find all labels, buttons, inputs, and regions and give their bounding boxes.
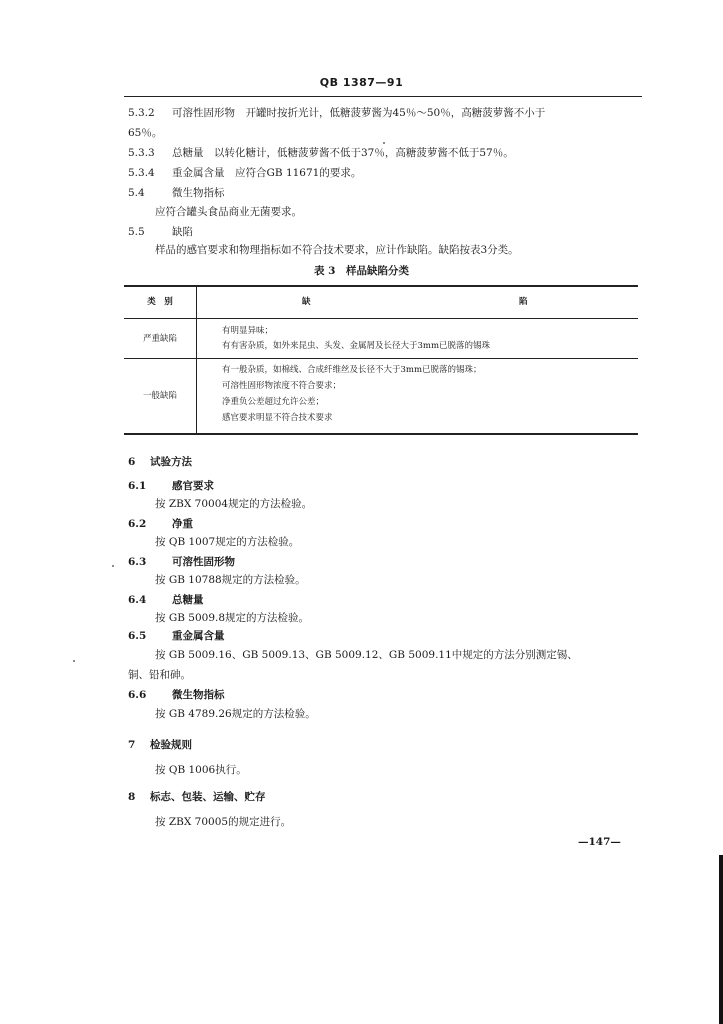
- clause-5-3-3: [128, 146, 514, 160]
- clause-text: 总糖量 以转化糖计，低糖菠萝酱不低于37％，高糖菠萝酱不低于57％。: [172, 147, 514, 159]
- clause-5-3-2-continuation: 65％。: [128, 127, 163, 139]
- table-header-defect-left: 缺: [302, 297, 311, 307]
- table-bottom-rule: [124, 433, 638, 435]
- clause-number: 5.4: [128, 187, 145, 199]
- section-8-heading: [128, 790, 266, 804]
- clause-number: 5.3.4: [128, 167, 155, 179]
- clause-5-3-4: [128, 166, 361, 180]
- section-number: 6: [128, 456, 136, 468]
- clause-title: 缺陷: [172, 226, 193, 238]
- section-title: 试验方法: [150, 456, 192, 468]
- table-header-defect-right: 陷: [519, 297, 528, 307]
- clause-number: 6.5: [128, 630, 147, 642]
- table-row-item: 可溶性固形物浓度不符合要求；: [222, 381, 342, 391]
- page-number: —147—: [578, 836, 621, 848]
- scan-speck: [112, 565, 114, 567]
- subsection-body: 按 QB 1007规定的方法检验。: [155, 536, 300, 548]
- clause-5-4-body: 应符合罐头食品商业无菌要求。: [155, 206, 302, 218]
- subsection-body-continuation: 铜、铅和砷。: [128, 669, 191, 681]
- clause-title: 可溶性固形物: [172, 556, 235, 568]
- section-title: 标志、包装、运输、贮存: [150, 791, 266, 803]
- subsection-body: 按 ZBX 70004规定的方法检验。: [155, 498, 313, 510]
- clause-number: 5.3.2: [128, 107, 155, 119]
- section-title: 检验规则: [150, 739, 192, 751]
- table-row-item: 有一般杂质，如棉线、合成纤维丝及长径不大于3mm已脱落的锡珠；: [222, 365, 482, 375]
- scan-speck: [73, 660, 75, 662]
- clause-title: 微生物指标: [172, 187, 225, 199]
- section-number: 8: [128, 791, 136, 803]
- clause-5-4-heading: [128, 186, 225, 200]
- clause-number: 6.1: [128, 480, 147, 492]
- subsection-body: 按 GB 5009.8规定的方法检验。: [155, 612, 310, 624]
- clause-number: 5.5: [128, 226, 145, 238]
- clause-title: 净重: [172, 518, 193, 530]
- section-7-heading: [128, 738, 192, 752]
- section-6-heading: [128, 455, 192, 469]
- table-row-rule: [124, 358, 638, 359]
- subsection-heading: [128, 688, 225, 702]
- clause-number: 6.3: [128, 556, 147, 568]
- clause-text: 重金属含量 应符合GB 11671的要求。: [172, 167, 362, 179]
- subsection-body: 按 GB 4789.26规定的方法检验。: [155, 708, 316, 720]
- clause-title: 总糖量: [172, 594, 204, 606]
- subsection-body: 按 GB 10788规定的方法检验。: [155, 574, 306, 586]
- clause-number: 6.2: [128, 518, 147, 530]
- table-row-item: 有明显异味；: [222, 326, 274, 336]
- clause-number: 6.6: [128, 689, 147, 701]
- table-column-divider: [196, 286, 197, 434]
- clause-number: 6.4: [128, 594, 147, 606]
- section-8-body: 按 ZBX 70005的规定进行。: [155, 816, 292, 828]
- table-row-item: 净重负公差超过允许公差；: [222, 397, 325, 407]
- clause-title: 感官要求: [172, 480, 214, 492]
- clause-title: 微生物指标: [172, 689, 225, 701]
- clause-5-3-2: [128, 106, 545, 120]
- table-row-item: 有有害杂质，如外来昆虫、头发、金属屑及长径大于3mm已脱落的锡珠: [222, 341, 491, 351]
- subsection-heading: [128, 479, 214, 493]
- section-number: 7: [128, 739, 136, 751]
- table-top-rule: [124, 285, 638, 287]
- clause-text: 可溶性固形物 开罐时按折光计，低糖菠萝酱为45％～50％，高糖菠萝酱不小于: [172, 107, 546, 119]
- clause-5-5-heading: [128, 225, 193, 239]
- document-code-header: QB 1387—91: [319, 76, 404, 89]
- table-header-category: 类 别: [147, 297, 173, 307]
- subsection-body: 按 GB 5009.16、GB 5009.13、GB 5009.12、GB 5009.11中规定的方法分别测定锡、: [155, 649, 578, 661]
- header-rule: [124, 96, 642, 97]
- subsection-heading: [128, 555, 235, 569]
- section-7-body: 按 QB 1006执行。: [155, 764, 247, 776]
- table-row-category: 严重缺陷: [142, 334, 177, 344]
- scan-edge-shadow: [719, 855, 723, 1024]
- table-row-category: 一般缺陷: [142, 391, 177, 401]
- clause-5-5-body: 样品的感官要求和物理指标如不符合技术要求，应计作缺陷。缺陷按表3分类。: [155, 244, 519, 256]
- scan-speck: [383, 142, 385, 144]
- clause-number: 5.3.3: [128, 147, 155, 159]
- table-caption: 表 3 样品缺陷分类: [314, 265, 409, 277]
- subsection-heading: [128, 629, 225, 643]
- subsection-heading: [128, 593, 204, 607]
- table-row-item: 感官要求明显不符合技术要求: [222, 413, 333, 423]
- subsection-heading: [128, 517, 193, 531]
- clause-title: 重金属含量: [172, 630, 225, 642]
- table-header-rule: [124, 318, 638, 319]
